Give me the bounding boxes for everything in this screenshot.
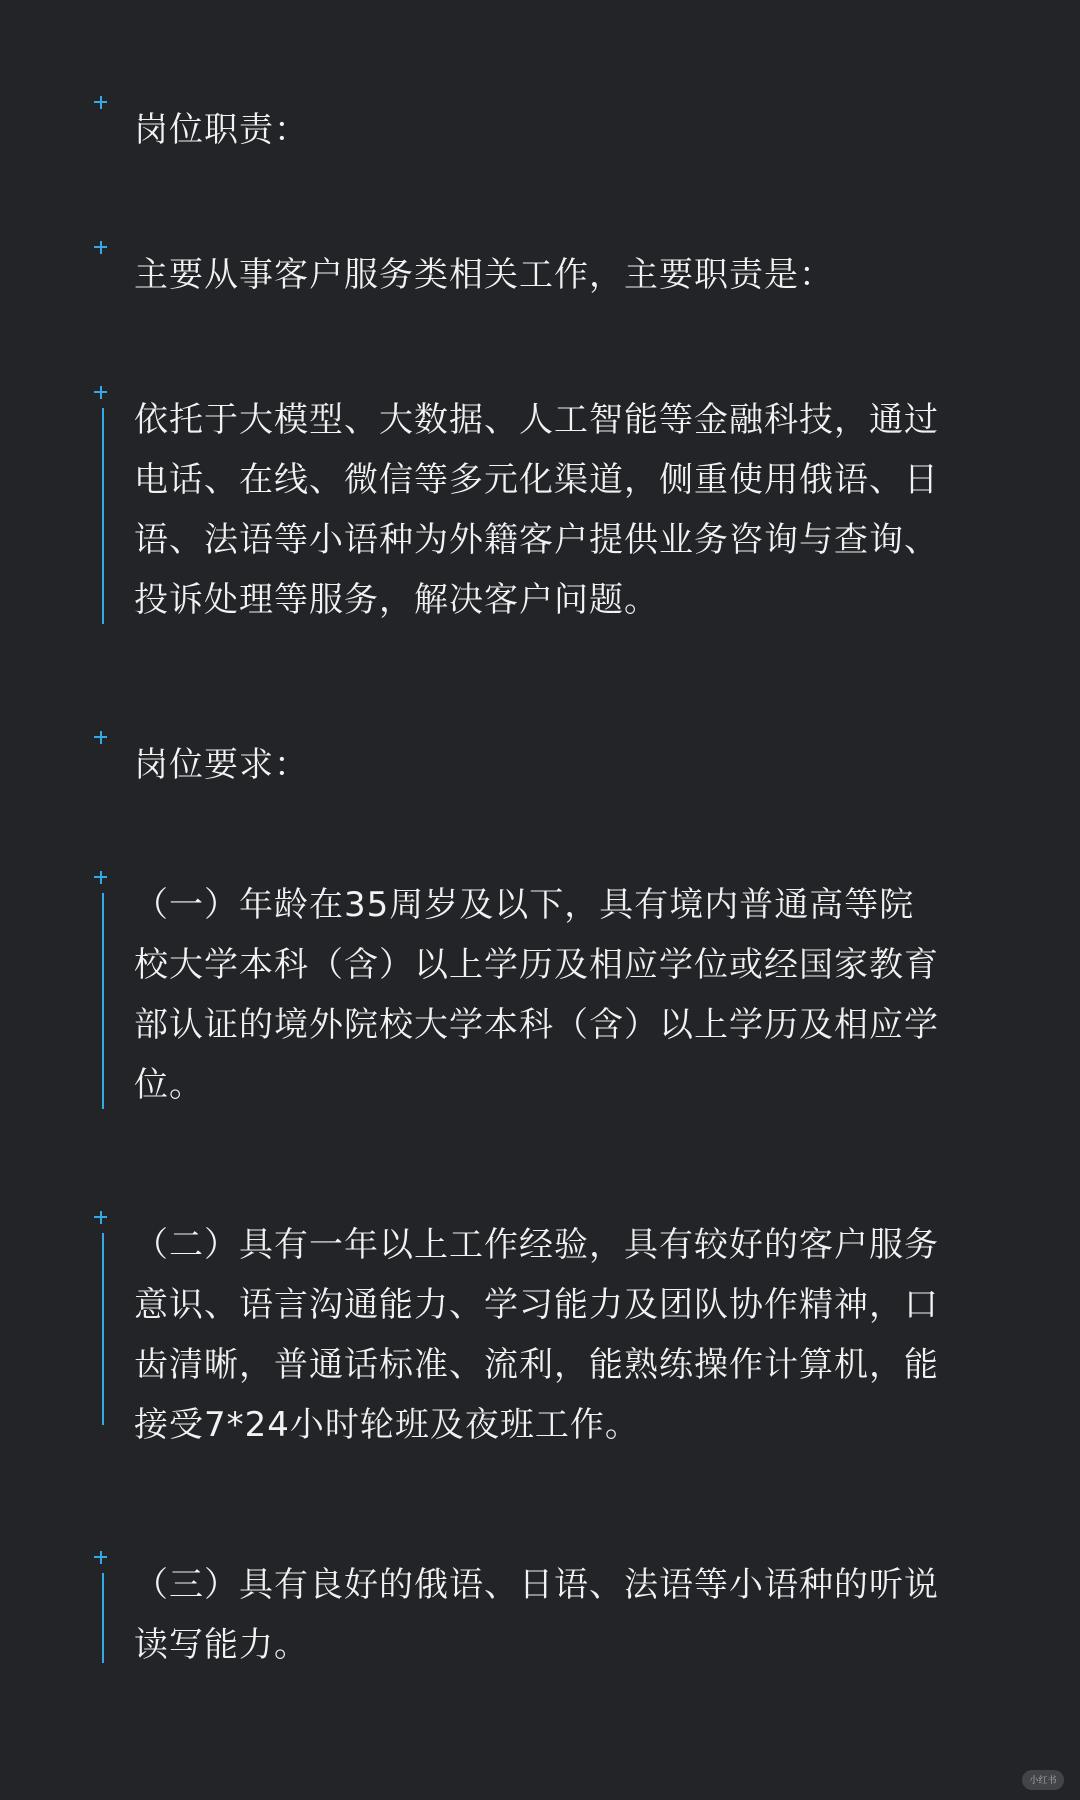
req-1-line-3: 部认证的境外院校大学本科（含）以上学历及相应学 xyxy=(134,1005,939,1045)
duty-detail-line-4: 投诉处理等服务，解决客户问题。 xyxy=(134,580,659,620)
req-heading-line-1: 岗位要求： xyxy=(134,745,309,785)
plus-icon xyxy=(88,1545,112,1569)
req-2-line-3: 齿清晰，普通话标准、流利，能熟练操作计算机，能 xyxy=(134,1345,939,1385)
duty-intro-line-1: 主要从事客户服务类相关工作，主要职责是： xyxy=(134,255,834,295)
duty-detail-line-3: 语、法语等小语种为外籍客户提供业务咨询与查询、 xyxy=(134,520,939,560)
req-2-line-2: 意识、语言沟通能力、学习能力及团队协作精神，口 xyxy=(134,1285,939,1325)
req-3-line-2: 读写能力。 xyxy=(134,1625,309,1665)
req-1-line-2: 校大学本科（含）以上学历及相应学位或经国家教育 xyxy=(134,945,939,985)
req-1-line-1: （一）年龄在35周岁及以下，具有境内普通高等院 xyxy=(134,885,915,925)
accent-bar xyxy=(102,893,104,1109)
duty-intro-block xyxy=(134,245,994,305)
accent-bar xyxy=(102,1233,104,1425)
req-2-line-1: （二）具有一年以上工作经验，具有较好的客户服务 xyxy=(134,1225,939,1265)
req-3-line-1: （三）具有良好的俄语、日语、法语等小语种的听说 xyxy=(134,1565,939,1605)
duty-heading-block xyxy=(134,100,994,160)
plus-icon xyxy=(88,1205,112,1229)
duty-detail-line-1: 依托于大模型、大数据、人工智能等金融科技，通过 xyxy=(134,400,939,440)
plus-icon xyxy=(88,725,112,749)
plus-icon xyxy=(88,380,112,404)
plus-icon xyxy=(88,90,112,114)
req-1-block xyxy=(134,875,994,1115)
req-heading-block xyxy=(134,735,994,795)
duty-heading-line-1: 岗位职责： xyxy=(134,110,309,150)
plus-icon xyxy=(88,865,112,889)
accent-bar xyxy=(102,408,104,624)
plus-icon xyxy=(88,235,112,259)
duty-detail-block xyxy=(134,390,994,630)
req-2-block xyxy=(134,1215,994,1455)
req-3-block xyxy=(134,1555,994,1675)
watermark: 小红书 xyxy=(1022,1770,1064,1790)
accent-bar xyxy=(102,1573,104,1663)
req-1-line-4: 位。 xyxy=(134,1065,204,1105)
req-2-line-4: 接受7*24小时轮班及夜班工作。 xyxy=(134,1405,640,1445)
duty-detail-line-2: 电话、在线、微信等多元化渠道，侧重使用俄语、日 xyxy=(134,460,939,500)
